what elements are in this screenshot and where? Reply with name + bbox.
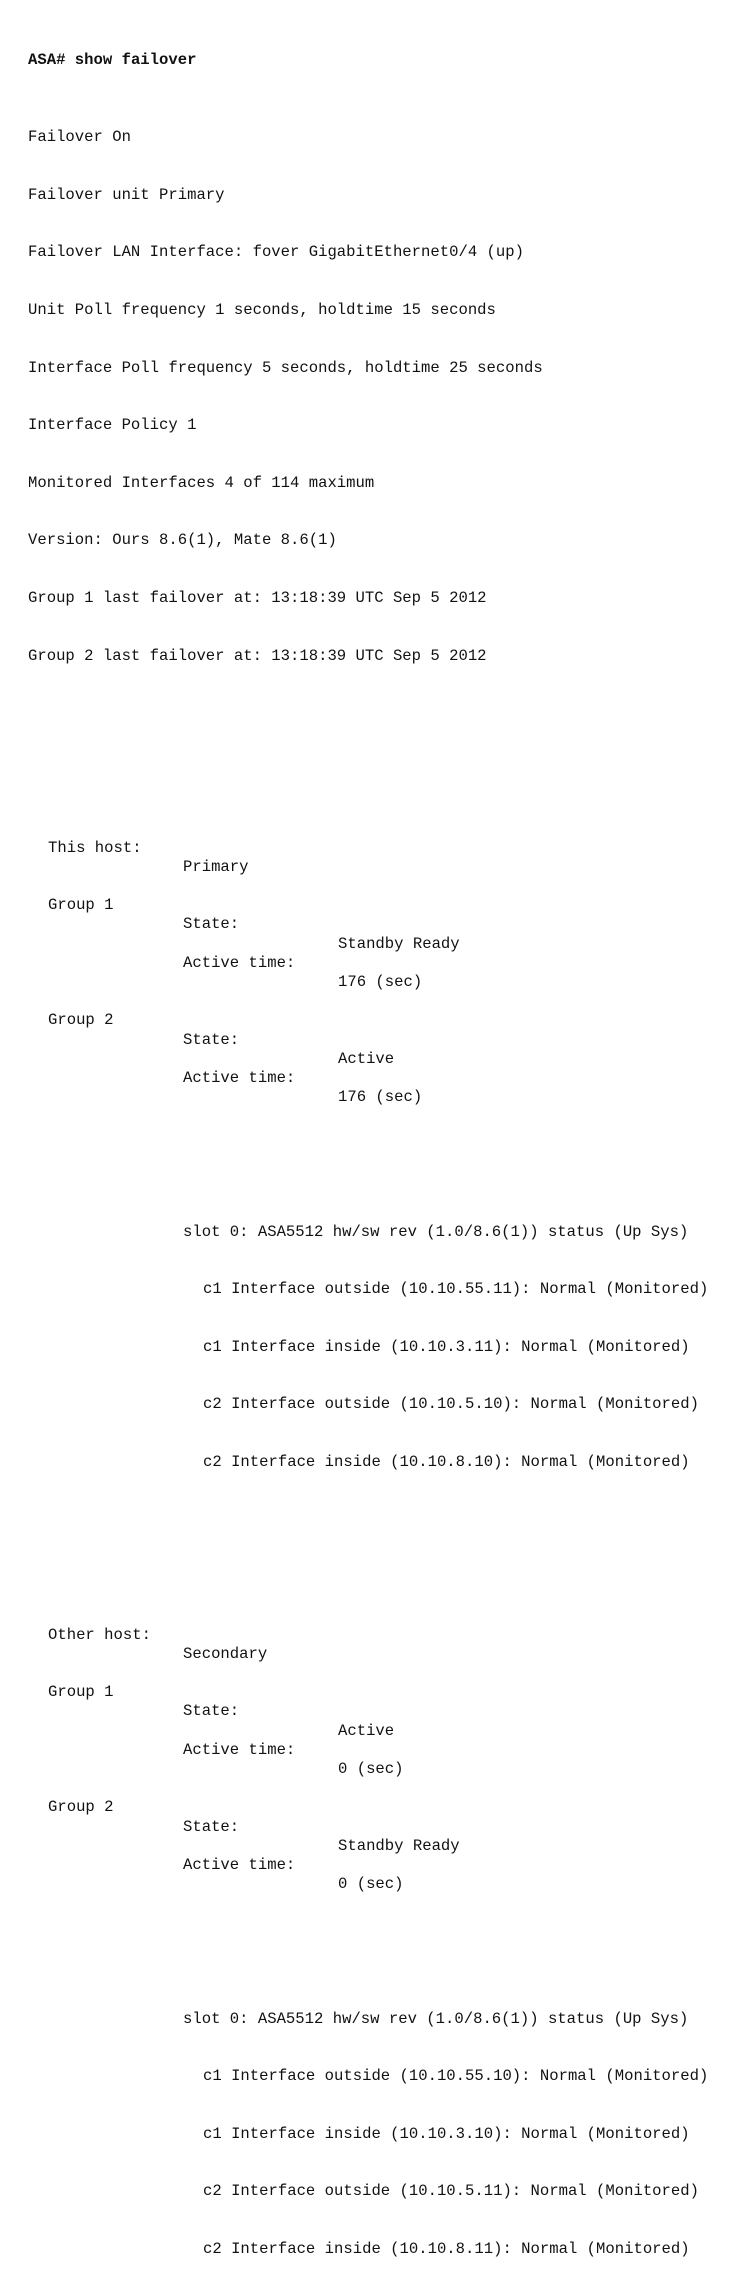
active-time-value: 0 (sec): [338, 1875, 404, 1894]
slot-status: slot 0: ASA5512 hw/sw rev (1.0/8.6(1)) status (Up Sys): [183, 1222, 689, 1241]
state-value: Active: [338, 1049, 395, 1068]
other-host-group-2-state-row: [28, 1779, 743, 1855]
summary-line: Failover On: [28, 128, 131, 147]
other-host-interface-row: [28, 2221, 743, 2259]
summary-line: Interface Poll frequency 5 seconds, holdtime 25 seconds: [28, 358, 543, 377]
blank-line: [28, 1127, 743, 1146]
state-value: Standby Ready: [338, 1836, 460, 1855]
active-time-value: 176 (sec): [338, 1088, 423, 1107]
active-time-label: Active time:: [183, 953, 296, 972]
this-host-interface-row: [28, 1319, 743, 1356]
this-host-label: This host:: [48, 838, 142, 857]
summary-line: Version: Ours 8.6(1), Mate 8.6(1): [28, 531, 337, 550]
other-host-group-1-state-row: [28, 1664, 743, 1740]
console-output: [28, 13, 743, 2259]
this-host-group-1-state-row: [28, 877, 743, 953]
group-name: Group 1: [48, 896, 114, 915]
state-label: State:: [183, 915, 240, 934]
summary-line: Group 2 last failover at: 13:18:39 UTC Sep 5 2012: [28, 646, 487, 665]
this-host-role: Primary: [183, 857, 249, 876]
group-name: Group 1: [48, 1683, 114, 1702]
active-time-label: Active time:: [183, 1068, 296, 1087]
this-host-interface-row: [28, 1376, 743, 1414]
command-line: [28, 51, 743, 70]
prompt: ASA#: [28, 51, 66, 70]
blank-line: [28, 1510, 743, 1529]
summary-line: Interface Policy 1: [28, 416, 197, 435]
this-host-row: [28, 819, 743, 876]
state-label: State:: [183, 1030, 240, 1049]
other-host-slot-row: [28, 1990, 743, 2028]
summary-line: Monitored Interfaces 4 of 114 maximum: [28, 473, 375, 492]
summary-line: Failover unit Primary: [28, 185, 225, 204]
other-host-group-2-time-row: [28, 1837, 743, 1894]
other-host-interface-row: [28, 2163, 743, 2201]
interface-status: c2 Interface outside (10.10.5.11): Normal (Monitored): [203, 2182, 699, 2201]
other-host-interface-row: [28, 2106, 743, 2143]
other-host-interface-row: [28, 2048, 743, 2086]
interface-status: c1 Interface inside (10.10.3.11): Normal (Monitored): [203, 1337, 690, 1356]
state-label: State:: [183, 1702, 240, 1721]
summary-line: Group 1 last failover at: 13:18:39 UTC Sep 5 2012: [28, 588, 487, 607]
interface-status: c2 Interface outside (10.10.5.10): Normal (Monitored): [203, 1395, 699, 1414]
this-host-group-1-time-row: [28, 935, 743, 991]
state-value: Standby Ready: [338, 934, 460, 953]
other-host-row: [28, 1606, 743, 1663]
active-time-value: 176 (sec): [338, 972, 423, 991]
interface-status: c1 Interface outside (10.10.55.11): Normal (Monitored): [203, 1280, 709, 1299]
interface-status: c1 Interface inside (10.10.3.10): Normal (Monitored): [203, 2124, 690, 2143]
other-host-group-1-time-row: [28, 1722, 743, 1779]
group-name: Group 2: [48, 1011, 114, 1030]
state-label: State:: [183, 1817, 240, 1836]
summary-line: Unit Poll frequency 1 seconds, holdtime 15 seconds: [28, 300, 496, 319]
interface-status: c1 Interface outside (10.10.55.10): Normal (Monitored): [203, 2067, 709, 2086]
other-host-label: Other host:: [48, 1625, 151, 1644]
state-value: Active: [338, 1721, 395, 1740]
blank-line: [28, 1914, 743, 1933]
this-host-slot-row: [28, 1203, 743, 1241]
command-text: show failover: [74, 51, 197, 70]
other-host-role: Secondary: [183, 1644, 268, 1663]
this-host-interface-row: [28, 1434, 743, 1471]
this-host-group-2-state-row: [28, 992, 743, 1068]
interface-status: c2 Interface inside (10.10.8.11): Normal (Monitored): [203, 2240, 690, 2259]
slot-status: slot 0: ASA5512 hw/sw rev (1.0/8.6(1)) status (Up Sys): [183, 2009, 689, 2028]
summary-line: Failover LAN Interface: fover GigabitEthernet0/4 (up): [28, 243, 524, 262]
active-time-label: Active time:: [183, 1856, 296, 1875]
active-time-value: 0 (sec): [338, 1760, 404, 1779]
this-host-group-2-time-row: [28, 1050, 743, 1107]
group-name: Group 2: [48, 1798, 114, 1817]
this-host-interface-row: [28, 1261, 743, 1299]
active-time-label: Active time:: [183, 1740, 296, 1759]
blank-line: [28, 723, 743, 742]
interface-status: c2 Interface inside (10.10.8.10): Normal (Monitored): [203, 1452, 690, 1471]
